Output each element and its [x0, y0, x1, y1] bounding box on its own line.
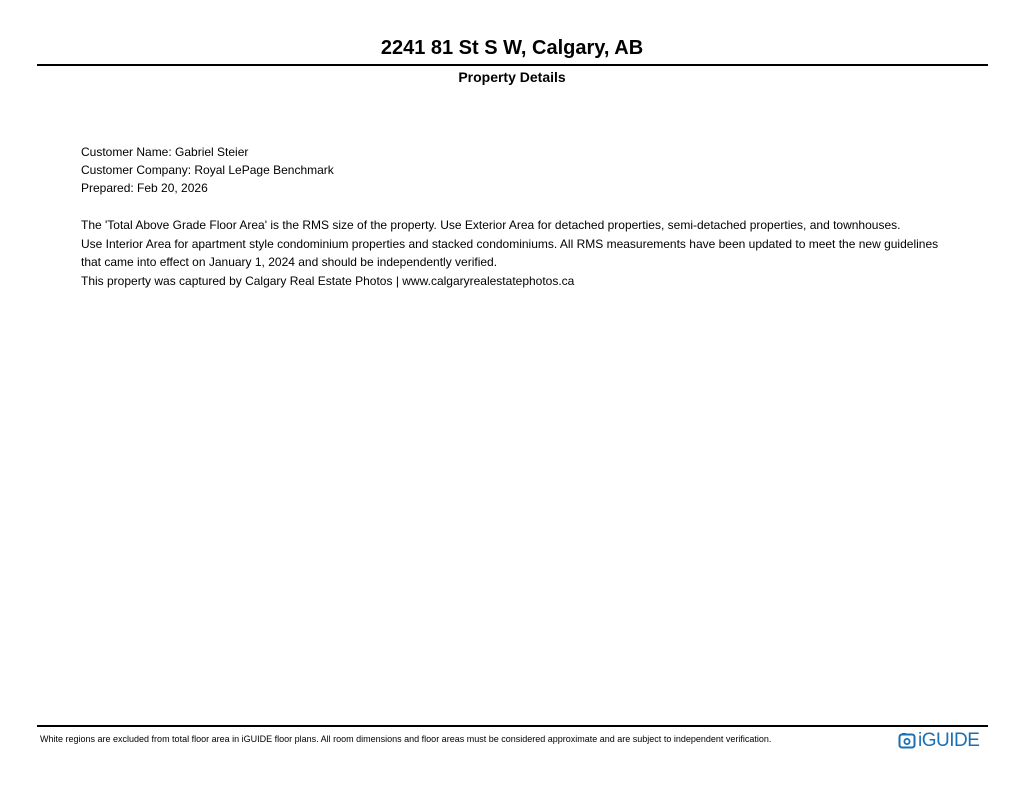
iguide-logo-icon	[898, 732, 916, 750]
iguide-logo-text: iGUIDE	[918, 730, 980, 751]
footer-divider	[37, 725, 988, 727]
customer-company: Customer Company: Royal LePage Benchmark	[81, 163, 334, 177]
header-divider	[37, 64, 988, 66]
footer-disclaimer: White regions are excluded from total floor area in iGUIDE floor plans. All room dimensions and floor areas must be considered approximate and are subject to independent verification.	[40, 734, 772, 744]
section-title: Property Details	[458, 69, 566, 85]
notes-line: The 'Total Above Grade Floor Area' is the RMS size of the property. Use Exterior Area for detached properties, semi-detached properties, and townhouses.	[81, 218, 901, 232]
prepared-date: Prepared: Feb 20, 2026	[81, 181, 208, 195]
notes-line: Use Interior Area for apartment style condominium properties and stacked condominiums. All RMS measurements have been updated to meet the new guidelines	[81, 236, 939, 251]
property-notes	[81, 216, 981, 290]
iguide-logo	[898, 729, 979, 753]
page-title: 2241 81 St S W, Calgary, AB	[380, 37, 644, 59]
notes-line: that came into effect on January 1, 2024 and should be independently verified.	[81, 255, 498, 269]
customer-name: Customer Name: Gabriel Steier	[81, 145, 249, 159]
customer-info	[81, 143, 334, 197]
notes-line: This property was captured by Calgary Real Estate Photos | www.calgaryrealestatephotos.ca	[81, 273, 575, 288]
